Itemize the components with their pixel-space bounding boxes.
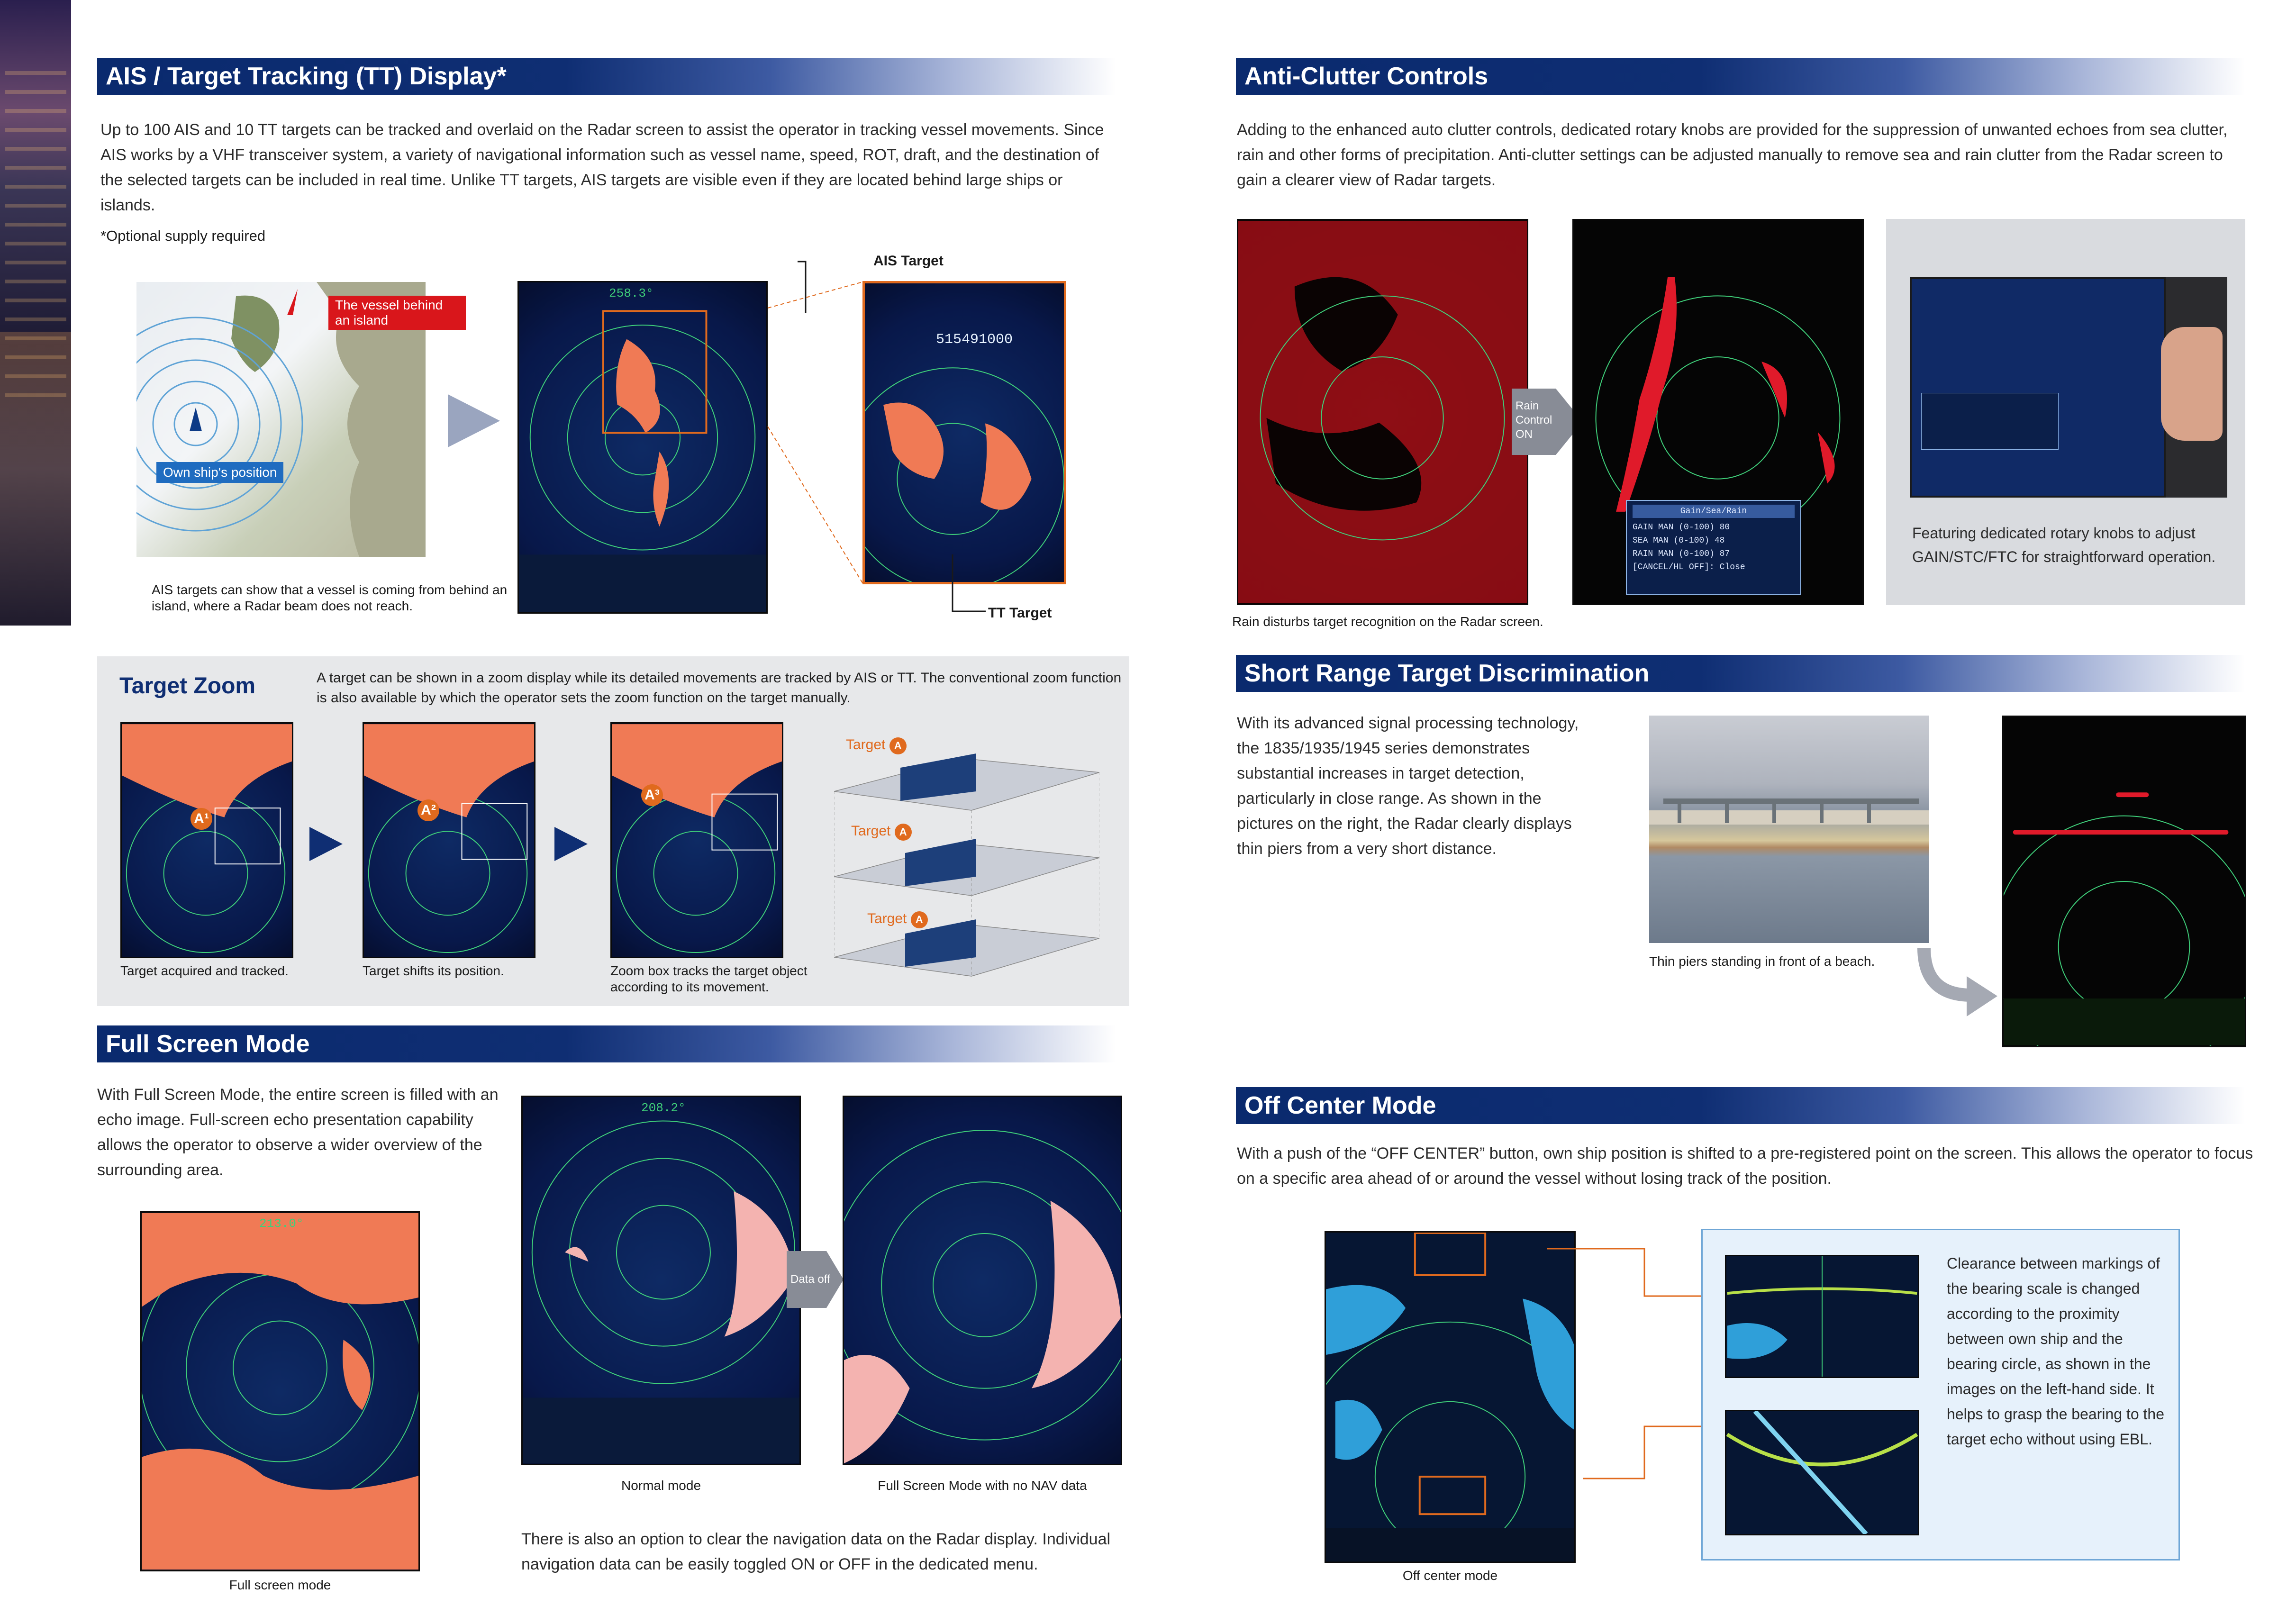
harbor-reflection [0,332,71,626]
layer-badge-2: A [895,824,912,841]
caption-knobs: Featuring dedicated rotary knobs to adjust GAIN/STC/FTC for straightforward operation. [1912,525,2216,565]
arrow-right-icon [554,827,588,861]
zoom-screen-2 [363,722,535,958]
caption-piers: Thin piers standing in front of a beach. [1649,954,1875,969]
gain-sea-rain-menu [1626,500,1801,595]
short-range-body: With its advanced signal processing technology, the 1835/1935/1945 series demonstrates substantial increases in target detection, particularly in close range. As shown in the pictures on the right, the Radar clearly displays thin piers from a very short distance. [1237,714,1579,858]
hidden-vessel-icon [287,289,298,315]
zoom-caption-1: Target acquired and tracked. [120,963,289,978]
layer-label-2-text: Target [851,823,891,839]
section-header-full-screen [97,1025,1116,1062]
caption-off-center: Off center mode [1402,1568,1498,1583]
zoom-screen-3 [610,722,783,958]
arrow-right-icon [448,394,500,447]
optional-supply-note: *Optional supply required [100,227,266,244]
target-zoom-title: Target Zoom [119,673,256,699]
heading-readout-full: 213.0° [259,1216,304,1231]
rain-control-label: Rain Control ON [1516,399,1552,441]
caption-normal-mode: Normal mode [621,1478,701,1493]
layer-label-1 [846,737,907,754]
layer-label-1-text: Target [846,737,886,753]
target-badge-3: A³ [641,784,663,806]
target-badge-1: A¹ [191,808,212,830]
section-title-off-center: Off Center Mode [1244,1092,1436,1119]
data-off-label: Data off [790,1273,830,1286]
radar-display-photo [1910,277,2166,498]
label-own-ship-position: Own ship's position [156,462,283,483]
layer-badge-1: A [889,737,907,754]
heading-readout-ais: 258.3° [609,286,653,300]
radar-no-nav-data [843,1096,1122,1465]
section-title-anti-clutter: Anti-Clutter Controls [1244,63,1488,90]
own-ship-icon [190,408,202,431]
stacked-zoom-layers [834,739,1099,986]
section-title-ais: AIS / Target Tracking (TT) Display [106,63,497,90]
layer-badge-3: A [911,911,928,928]
zoom-screen-1 [120,722,293,958]
label-ais-target: AIS Target [873,253,944,269]
caption-no-nav-data: Full Screen Mode with no NAV data [878,1478,1087,1493]
section-header-anti-clutter [1236,58,2245,95]
radar-full-screen [140,1211,420,1571]
layer-label-3-text: Target [867,911,907,926]
menu-row-gain: GAIN MAN (0-100) 80 [1633,523,1730,532]
section-title-ais-mark: * [497,63,507,90]
arrow-right-icon [309,827,343,861]
radar-short-range [2002,716,2246,1047]
menu-row-close: [CANCEL/HL OFF]: Close [1633,563,1745,572]
layer-label-3 [867,911,928,928]
menu-row-sea: SEA MAN (0-100) 48 [1633,536,1725,545]
target-badge-2: A² [417,799,439,821]
bearing-scale-zoom-1 [1725,1255,1919,1378]
section-title-short-range: Short Range Target Discrimination [1244,660,1650,687]
heading-readout-normal: 208.2° [641,1101,686,1115]
radar-rain-clutter [1237,219,1528,605]
label-vessel-behind-island: The vessel behind an island [328,296,466,330]
island [231,296,279,372]
zoom-caption-2: Target shifts its position. [363,963,504,978]
radar-rain-cleared [1572,219,1864,605]
bearing-scale-zoom-2 [1725,1410,1919,1535]
off-center-callout-lines [1483,1232,1730,1497]
ais-body: Up to 100 AIS and 10 TT targets can be tracked and overlaid on the Radar screen to assist the operator in tracking vessel movements. Since AIS works by a VHF transceiver system, a variety of navigational information such as vessel name, speed, ROT, draft, and the destination of the selected targets can be included in real time. Unlike TT targets, AIS targets are visible even if they are located behind large ships or islands. [100,121,1104,214]
beach-piers-photo [1649,716,1929,943]
curved-arrow-icon [1915,943,2000,1019]
full-screen-body: With Full Screen Mode, the entire screen is filled with an echo image. Full-screen echo presentation capability allows the operator to observe a wider overview of the surrounding area. [97,1086,499,1179]
gain-menu-thumbnail [1921,393,2059,450]
anti-clutter-body: Adding to the enhanced auto clutter controls, dedicated rotary knobs are provided for the suppression of unwanted echoes from sea clutter, rain and other forms of precipitation. Anti-clutter settings can be adjusted manually to remove sea and rain clutter from the Radar screen to gain a clearer view of Radar targets. [1237,121,2228,189]
layer-label-2 [851,823,912,841]
hand-on-knob [2161,327,2223,441]
off-center-detail-text: Clearance between markings of the bearing scale is changed according to the proximity between own ship and the bearing circle, as shown in the images on the left-hand side. It helps to grasp the bearing to the target echo without using EBL. [1947,1255,2164,1448]
callout-lines [706,256,1071,626]
zoom-caption-3: Zoom box tracks the target object according to its movement. [610,963,808,994]
caption-rain: Rain disturbs target recognition on the Radar screen. [1232,614,1543,629]
menu-title: Gain/Sea/Rain [1633,505,1795,518]
nav-data-footnote: There is also an option to clear the navigation data on the Radar display. Individual navigation data can be easily toggled ON or OFF in the dedicated menu. [521,1530,1111,1573]
menu-row-rain: RAIN MAN (0-100) 87 [1633,549,1730,559]
own-ship-rings [136,318,302,531]
section-header-off-center [1236,1087,2245,1124]
section-header-short-range [1236,655,2245,692]
caption-full-screen: Full screen mode [229,1578,331,1592]
map-caption: AIS targets can show that a vessel is coming from behind an island, where a Radar beam does not reach. [152,582,508,613]
target-zoom-body: A target can be shown in a zoom display while its detailed movements are tracked by AIS or TT. The conventional zoom function is also available by which the operator sets the zoom function on the target manually. [317,670,1122,706]
ais-mmsi-readout: 515491000 [936,332,1013,348]
section-header-ais [97,58,1116,95]
section-title-full-screen: Full Screen Mode [106,1030,310,1058]
off-center-body: With a push of the “OFF CENTER” button, own ship position is shifted to a pre-registered point on the screen. This allows the operator to focus on a specific area ahead of or around the vessel without losing track of the position. [1237,1144,2253,1188]
radar-normal-mode [521,1096,801,1465]
label-tt-target: TT Target [988,605,1052,621]
